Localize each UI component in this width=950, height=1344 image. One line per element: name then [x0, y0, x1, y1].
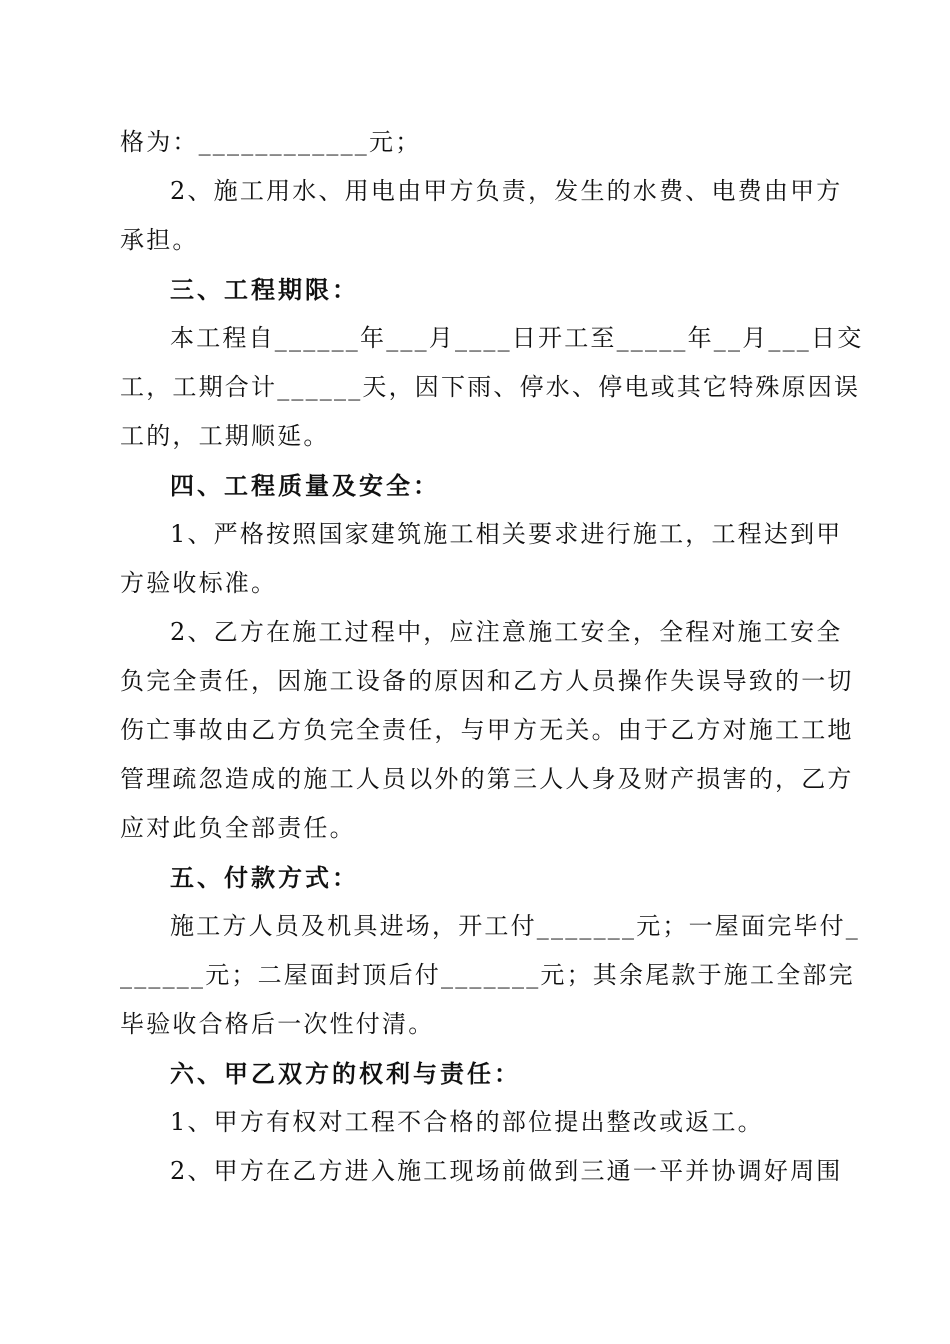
text-line: 施工方人员及机具进场，开工付_______元；一屋面完毕付_: [170, 912, 860, 940]
text-line: 管理疏忽造成的施工人员以外的第三人人身及财产损害的，乙方: [120, 765, 854, 793]
text-line: 格为：____________元；: [120, 128, 422, 156]
text-line: 负完全责任，因施工设备的原因和乙方人员操作失误导致的一切: [120, 667, 854, 695]
text-line: 1、甲方有权对工程不合格的部位提出整改或返工。: [170, 1108, 764, 1136]
text-line: 伤亡事故由乙方负完全责任，与甲方无关。由于乙方对施工工地: [120, 716, 854, 744]
document-page: [120, 118, 864, 1196]
text-line: 1、严格按照国家建筑施工相关要求进行施工，工程达到甲: [170, 520, 843, 548]
section-heading: 三、工程期限：: [170, 275, 359, 304]
text-line: 工，工期合计______天，因下雨、停水、停电或其它特殊原因误: [120, 373, 861, 401]
text-line: ______元；二屋面封顶后付_______元；其余尾款于施工全部完: [120, 961, 855, 989]
text-line: 承担。: [120, 226, 199, 254]
text-line: 本工程自______年___月____日开工至_____年__月___日交: [170, 324, 864, 352]
text-line: 毕验收合格后一次性付清。: [120, 1010, 435, 1038]
text-line: 工的，工期顺延。: [120, 422, 330, 450]
section-heading: 四、工程质量及安全：: [170, 471, 440, 500]
text-line: 2、甲方在乙方进入施工现场前做到三通一平并协调好周围: [170, 1157, 843, 1185]
text-line: 2、施工用水、用电由甲方负责，发生的水费、电费由甲方: [170, 177, 843, 205]
section-heading: 五、付款方式：: [170, 863, 359, 892]
text-line: 方验收标准。: [120, 569, 278, 597]
text-line: 2、乙方在施工过程中，应注意施工安全，全程对施工安全: [170, 618, 843, 646]
section-heading: 六、甲乙双方的权利与责任：: [170, 1059, 521, 1088]
text-line: 应对此负全部责任。: [120, 814, 356, 842]
